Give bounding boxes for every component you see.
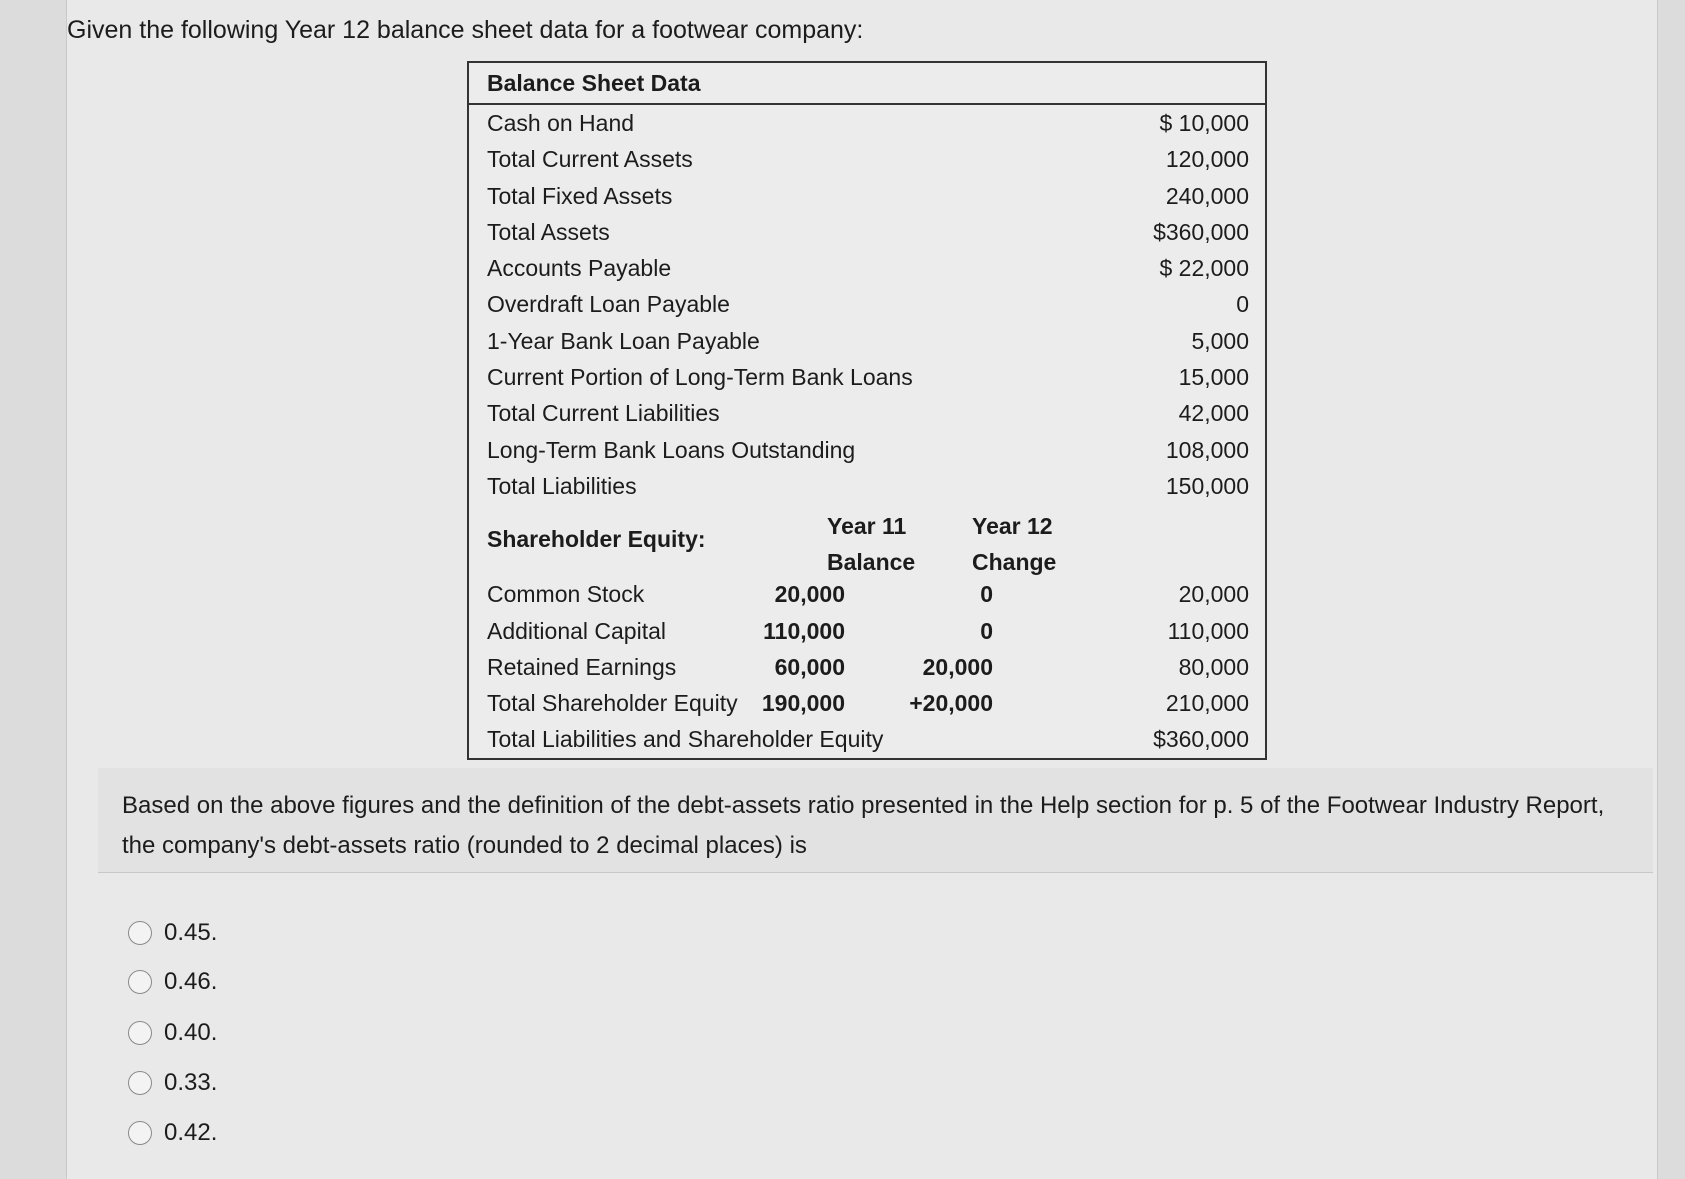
row-label: Total Shareholder Equity <box>487 690 738 717</box>
row-value: 240,000 <box>1165 182 1249 209</box>
row-label: Overdraft Loan Payable <box>487 291 730 318</box>
table-row <box>469 395 1265 431</box>
row-label: Total Current Assets <box>487 146 693 173</box>
row-label: Long-Term Bank Loans Outstanding <box>487 436 856 463</box>
equity-row <box>469 649 1265 685</box>
table-row <box>469 286 1265 322</box>
equity-label: Shareholder Equity: <box>487 526 706 553</box>
radio-button[interactable] <box>128 1071 152 1095</box>
row-value: $360,000 <box>1153 726 1249 753</box>
row-label: Common Stock <box>487 581 645 608</box>
year12-header: Year 12 Change <box>972 513 1057 576</box>
row-label: Current Portion of Long-Term Bank Loans <box>487 364 913 391</box>
table-row <box>469 250 1265 286</box>
row-label: Accounts Payable <box>487 255 672 282</box>
question-text-band <box>98 768 1653 873</box>
row-value: 15,000 <box>1178 364 1249 391</box>
option-label: 0.42. <box>164 1119 218 1146</box>
table-row <box>469 178 1265 214</box>
table-header: Balance Sheet Data <box>469 63 1265 105</box>
row-label: Total Fixed Assets <box>487 182 673 209</box>
answer-option[interactable] <box>128 968 217 996</box>
row-value: 0 <box>1236 291 1249 318</box>
row-value: 110,000 <box>1167 617 1249 644</box>
year11-value: 20,000 <box>774 581 845 608</box>
table-row <box>469 323 1265 359</box>
row-value: $360,000 <box>1153 218 1249 245</box>
answer-option[interactable] <box>128 1019 217 1047</box>
answer-option[interactable] <box>128 1119 217 1147</box>
question-text: Based on the above figures and the definition of the debt-assets ratio presented in the Help section for p. 5 of the Footwear Industry Report, the company's debt-assets ratio (rounded to 2 decimal places) is <box>122 792 1605 859</box>
row-value: $ 22,000 <box>1159 255 1249 282</box>
table-row <box>469 141 1265 177</box>
row-value: 150,000 <box>1165 472 1249 499</box>
row-value: 5,000 <box>1191 327 1249 354</box>
year12-change: 0 <box>980 581 993 608</box>
radio-button[interactable] <box>128 970 152 994</box>
table-row <box>469 105 1265 141</box>
equity-row <box>469 685 1265 721</box>
row-label: 1-Year Bank Loan Payable <box>487 327 760 354</box>
radio-button[interactable] <box>128 921 152 945</box>
question-intro: Given the following Year 12 balance sheet data for a footwear company: <box>67 16 864 44</box>
row-value: 20,000 <box>1178 581 1249 608</box>
row-label: Additional Capital <box>487 617 667 644</box>
balance-sheet-table <box>467 61 1267 760</box>
row-value: 42,000 <box>1178 400 1249 427</box>
equity-header <box>469 504 1265 576</box>
row-label: Retained Earnings <box>487 653 677 680</box>
row-value: 210,000 <box>1165 690 1249 717</box>
row-label: Total Liabilities <box>487 472 637 499</box>
year12-change: +20,000 <box>909 690 993 717</box>
row-label: Total Liabilities and Shareholder Equity <box>487 726 884 753</box>
year11-value: 60,000 <box>774 653 845 680</box>
year11-value: 190,000 <box>761 690 845 717</box>
row-label: Total Assets <box>487 218 610 245</box>
table-row <box>469 432 1265 468</box>
option-label: 0.46. <box>164 968 218 995</box>
answer-option[interactable] <box>128 1069 217 1097</box>
option-label: 0.33. <box>164 1069 218 1096</box>
table-row <box>469 468 1265 504</box>
radio-button[interactable] <box>128 1021 152 1045</box>
row-value: 120,000 <box>1165 146 1249 173</box>
table-row <box>469 214 1265 250</box>
row-value: 80,000 <box>1178 653 1249 680</box>
year12-change: 0 <box>980 617 993 644</box>
answer-option[interactable] <box>128 919 217 947</box>
year11-value: 110,000 <box>763 617 845 644</box>
radio-button[interactable] <box>128 1121 152 1145</box>
equity-row <box>469 613 1265 649</box>
row-label: Cash on Hand <box>487 110 635 136</box>
equity-row <box>469 721 1265 757</box>
equity-row <box>469 576 1265 612</box>
row-label: Total Current Liabilities <box>487 400 720 427</box>
option-label: 0.40. <box>164 1019 218 1046</box>
option-label: 0.45. <box>164 919 218 946</box>
year11-header: Year 11 Balance <box>827 513 916 576</box>
year12-change: 20,000 <box>922 653 993 680</box>
row-value: $ 10,000 <box>1159 110 1249 136</box>
table-row <box>469 359 1265 395</box>
row-value: 108,000 <box>1165 436 1249 463</box>
